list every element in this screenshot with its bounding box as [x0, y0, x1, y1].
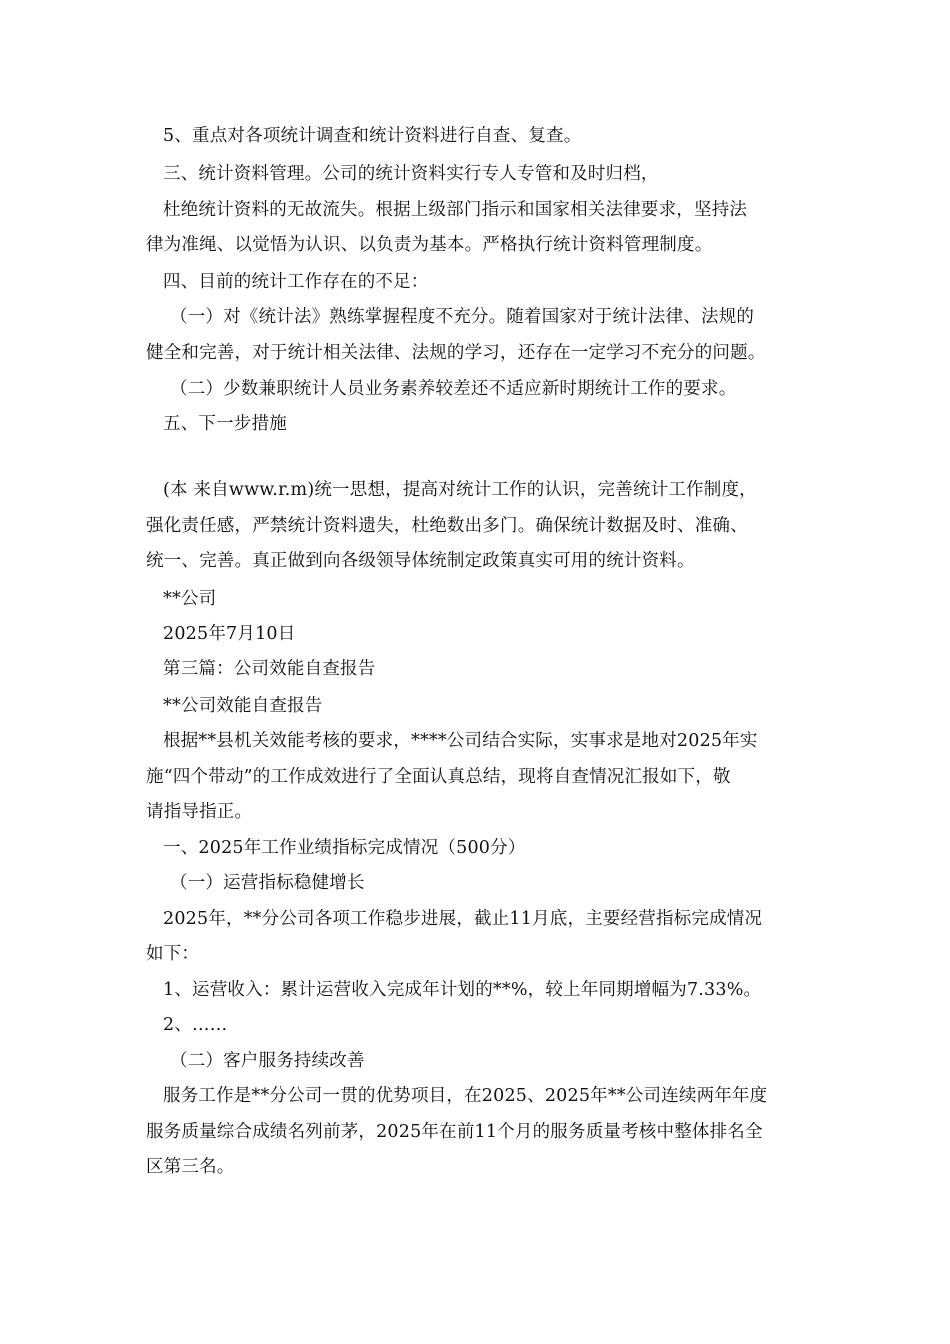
paragraph-line: （一）对《统计法》熟练掌握程度不充分。随着国家对于统计法律、法规的 [170, 307, 755, 327]
paragraph-line: 根据**县机关效能考核的要求，****公司结合实际，实事求是地对2025年实 [163, 731, 758, 751]
article-heading: 第三篇：公司效能自查报告 [163, 659, 376, 679]
paragraph-line: (本 来自www.r.m)统一思想，提高对统计工作的认识，完善统计工作制度， [163, 480, 757, 500]
section-heading: 一、2025年工作业绩指标完成情况（500分） [163, 838, 526, 858]
paragraph-line: 律为准绳、以觉悟为认识、以负责为基本。严格执行统计资料管理制度。 [146, 235, 713, 255]
paragraph-line: 区第三名。 [146, 1157, 235, 1177]
list-item: 1、运营收入：累计运营收入完成年计划的**%，较上年同期增幅为7.33%。 [163, 980, 762, 1000]
paragraph-line: 统一、完善。真正做到向各级领导体统制定政策真实可用的统计资料。 [146, 551, 695, 571]
section-heading: 四、目前的统计工作存在的不足： [163, 272, 429, 292]
paragraph-line: 施“四个带动”的工作成效进行了全面认真总结，现将自查情况汇报如下，敬 [146, 767, 731, 787]
paragraph-line: （二）少数兼职统计人员业务素养较差还不适应新时期统计工作的要求。 [170, 379, 737, 399]
report-title: **公司效能自查报告 [163, 696, 323, 716]
paragraph-line: 杜绝统计资料的无故流失。根据上级部门指示和国家相关法律要求，坚持法 [163, 200, 748, 220]
section-heading: 五、下一步措施 [163, 414, 287, 434]
signature-company: **公司 [163, 589, 217, 609]
paragraph-line: 5、重点对各项统计调查和统计资料进行自查、复查。 [163, 126, 582, 146]
paragraph-line: 健全和完善，对于统计相关法律、法规的学习，还存在一定学习不充分的问题。 [146, 343, 766, 363]
signature-date: 2025年7月10日 [163, 624, 296, 644]
paragraph-line: 三、统计资料管理。公司的统计资料实行专人专管和及时归档， [163, 164, 659, 184]
subsection-heading: （一）运营指标稳健增长 [170, 873, 365, 893]
paragraph-line: 请指导指正。 [146, 802, 253, 822]
paragraph-line: 服务质量综合成绩名列前茅，2025年在前11个月的服务质量考核中整体排名全 [146, 1122, 763, 1142]
subsection-heading: （二）客户服务持续改善 [170, 1051, 365, 1071]
paragraph-line: 如下： [146, 944, 200, 964]
paragraph-line: 服务工作是**分公司一贯的优势项目，在2025、2025年**公司连续两年年度 [163, 1086, 768, 1106]
list-item: 2、…… [163, 1015, 228, 1035]
paragraph-line: 2025年，**分公司各项工作稳步进展，截止11月底，主要经营指标完成情况 [163, 909, 763, 929]
paragraph-line: 强化责任感，严禁统计资料遗失，杜绝数出多门。确保统计数据及时、准确、 [146, 516, 748, 536]
